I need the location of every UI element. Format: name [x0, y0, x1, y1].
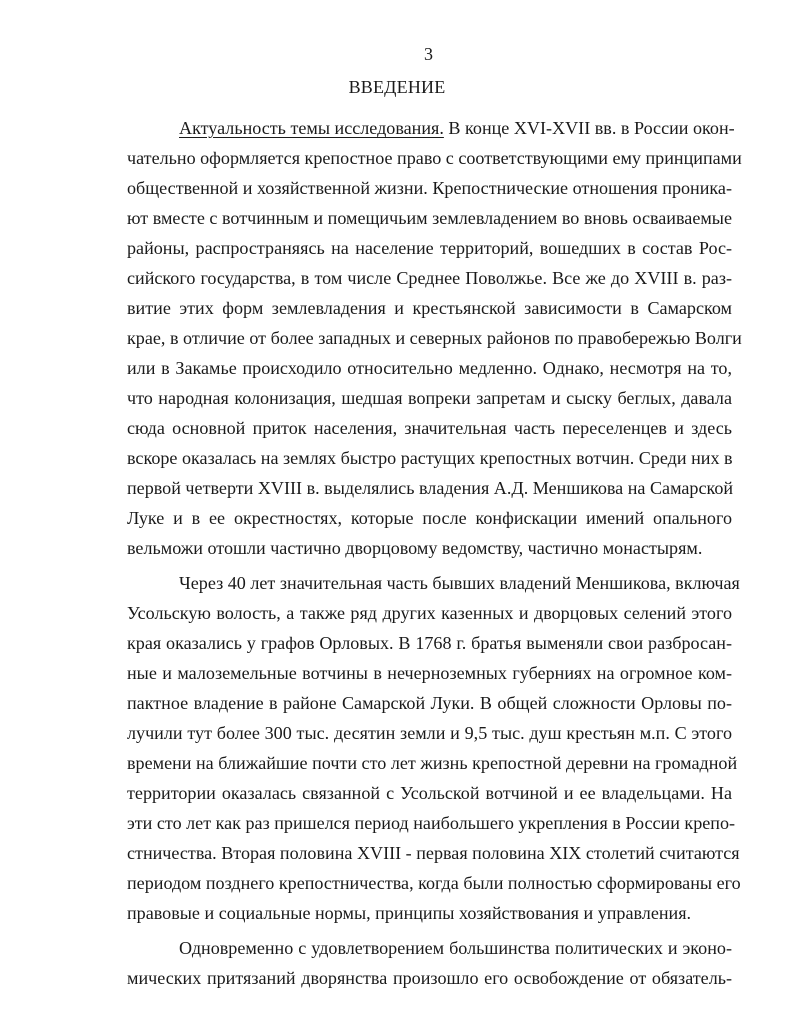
text-line: общественной и хозяйственной жизни. Крепостнические отношения проника- [127, 178, 732, 198]
text-line: края оказались у графов Орловых. В 1768 г. братья выменяли свои разбросан- [127, 633, 732, 653]
text-line: Одновременно с удовлетворением большинства политических и эконо- [179, 938, 732, 958]
text-line: вскоре оказалась на землях быстро растущих крепостных вотчин. Среди них в [127, 448, 733, 468]
text-line: правовые и социальные нормы, принципы хозяйствования и управления. [127, 903, 692, 923]
text-line: периодом позднего крепостничества, когда были полностью сформированы его [127, 873, 741, 893]
text-line: сийского государства, в том числе Среднее Поволжье. Все же до XVIII в. раз- [127, 268, 732, 288]
relevance-heading: Актуальность темы исследования. [179, 118, 444, 138]
text-line [127, 113, 735, 143]
body-text [127, 113, 742, 993]
text-line: стничества. Вторая половина XVIII - первая половина XIX столетий считаются [127, 843, 740, 863]
page-number: 3 [424, 44, 433, 64]
text-line: эти сто лет как раз пришелся период наибольшего укрепления в России крепо- [127, 813, 736, 833]
text-line: времени на ближайшие почти сто лет жизнь крепостной деревни на громадной [127, 753, 738, 773]
text-line: мических притязаний дворянства произошло его освобождение от обязатель- [127, 968, 732, 988]
text-line: пактное владение в районе Самарской Луки. В общей сложности Орловы по- [127, 693, 732, 713]
text-line: первой четверти XVIII в. выделялись владения А.Д. Меншикова на Самарской [127, 478, 734, 498]
page-title: ВВЕДЕНИЕ [348, 77, 446, 97]
text-line: ют вместе с вотчинным и помещичьим землевладением во вновь осваиваемые [127, 208, 732, 228]
text-line: чательно оформляется крепостное право с соответствующими ему принципами [127, 148, 742, 168]
text-line: Усольскую волость, а также ряд других казенных и дворцовых селений этого [127, 603, 732, 623]
paragraph-relevance [127, 113, 742, 563]
text-line: Через 40 лет значительная часть бывших владений Меншикова, включая [179, 573, 740, 593]
text-line: лучили тут более 300 тыс. десятин земли и 9,5 тыс. душ крестьян м.п. С этого [127, 723, 732, 743]
text-line: что народная колонизация, шедшая вопреки запретам и сыску беглых, давала [127, 388, 732, 408]
text-line: ные и малоземельные вотчины в нечерноземных губерниях на огромное ком- [127, 663, 732, 683]
text-line: территории оказалась связанной с Усольской вотчиной и ее владельцами. На [127, 783, 732, 803]
paragraph-nobility [127, 933, 732, 993]
text-line: витие этих форм землевладения и крестьянской зависимости в Самарском [127, 298, 732, 318]
text-line: Луке и в ее окрестностях, которые после конфискации имений опального [127, 508, 732, 528]
text-line: или в Закамье происходило относительно медленно. Однако, несмотря на то, [127, 358, 732, 378]
text-line-content: В конце XVI-XVII вв. в России окон- [443, 118, 735, 138]
text-line: крае, в отличие от более западных и северных районов по правобережью Волги [127, 328, 742, 348]
text-line: вельможи отошли частично дворцовому ведомству, частично монастырям. [127, 538, 703, 558]
text-line: сюда основной приток населения, значительная часть переселенцев и здесь [127, 418, 732, 438]
text-line: районы, распространяясь на население территорий, вошедших в состав Рос- [127, 238, 732, 258]
paragraph-orlovs [127, 568, 741, 928]
